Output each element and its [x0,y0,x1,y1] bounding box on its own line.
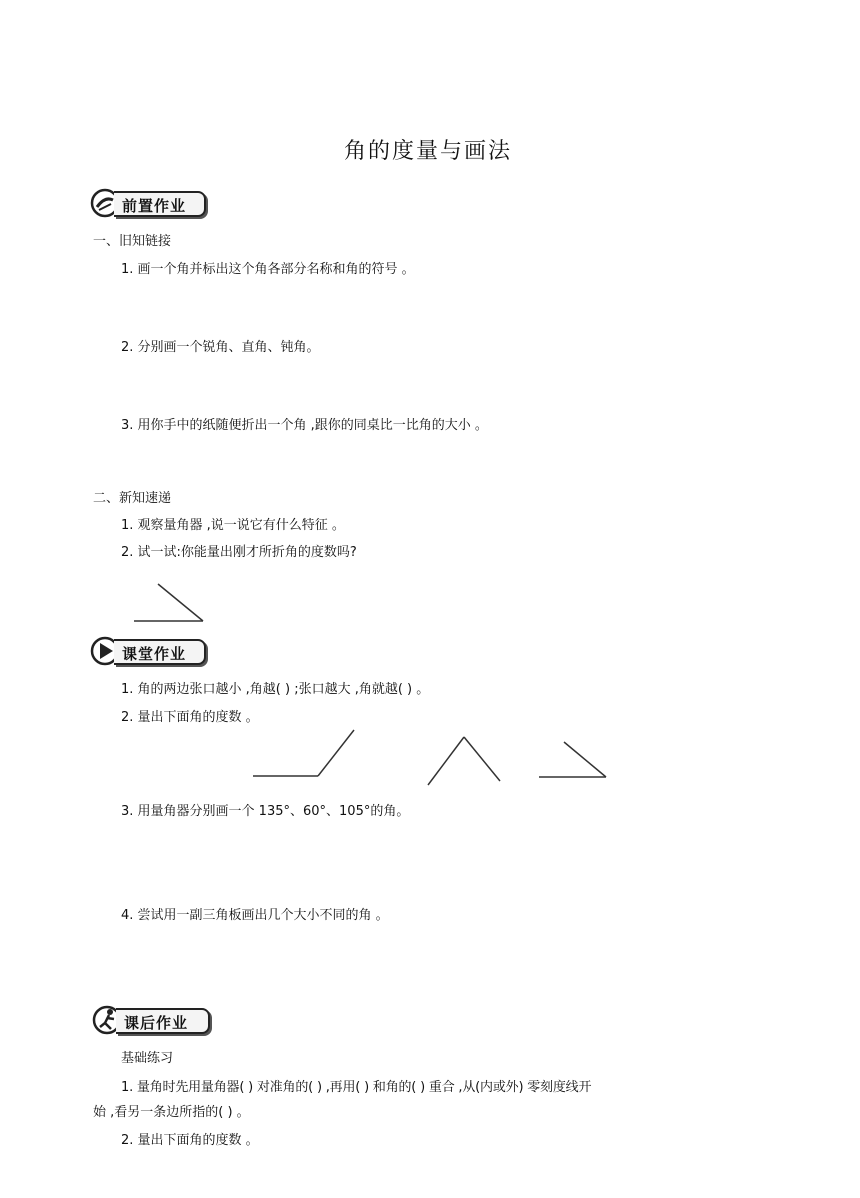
banner-after-label: 课后作业 [124,1014,189,1032]
banner-after-homework [92,1005,212,1031]
section-heading-old-knowledge: 一、旧知链接 [93,234,172,249]
question-class-4: 4. 尝试用一副三角板画出几个大小不同的角 。 [121,908,389,923]
section-heading-new-knowledge: 二、新知速递 [93,491,172,506]
question-pre-1: 1. 画一个角并标出这个角各部分名称和角的符号 。 [121,262,415,277]
banner-class-label: 课堂作业 [122,645,187,663]
angle-figure-trial [134,584,203,621]
question-after-1-line1: 1. 量角时先用量角器( ) 对准角的( ) ,再用( ) 和角的( ) 重合 ,从(内或外) 零刻度线开 [121,1080,592,1095]
question-pre-3: 3. 用你手中的纸随便折出一个角 ,跟你的同桌比一比角的大小 。 [121,418,488,433]
angle-figure-c [539,742,606,777]
question-after-1-line2: 始 ,看另一条边所指的( ) 。 [93,1105,250,1120]
subheading-basic-practice: 基础练习 [121,1051,174,1066]
angle-figure-b [428,737,500,785]
question-after-2: 2. 量出下面角的度数 。 [121,1133,259,1148]
banner-class-homework [90,636,210,662]
page-title: 角的度量与画法 [344,139,513,164]
question-class-2: 2. 量出下面角的度数 。 [121,710,259,725]
question-class-3: 3. 用量角器分别画一个 135°、60°、105°的角。 [121,804,410,819]
question-class-1: 1. 角的两边张口越小 ,角越( ) ;张口越大 ,角就越( ) 。 [121,682,430,697]
question-new-1: 1. 观察量角器 ,说一说它有什么特征 。 [121,518,345,533]
banner-pre-label: 前置作业 [122,197,187,215]
question-new-2: 2. 试一试:你能量出刚才所折角的度数吗? [121,545,357,560]
question-pre-2: 2. 分别画一个锐角、直角、钝角。 [121,340,320,355]
angle-figure-a [253,730,354,776]
